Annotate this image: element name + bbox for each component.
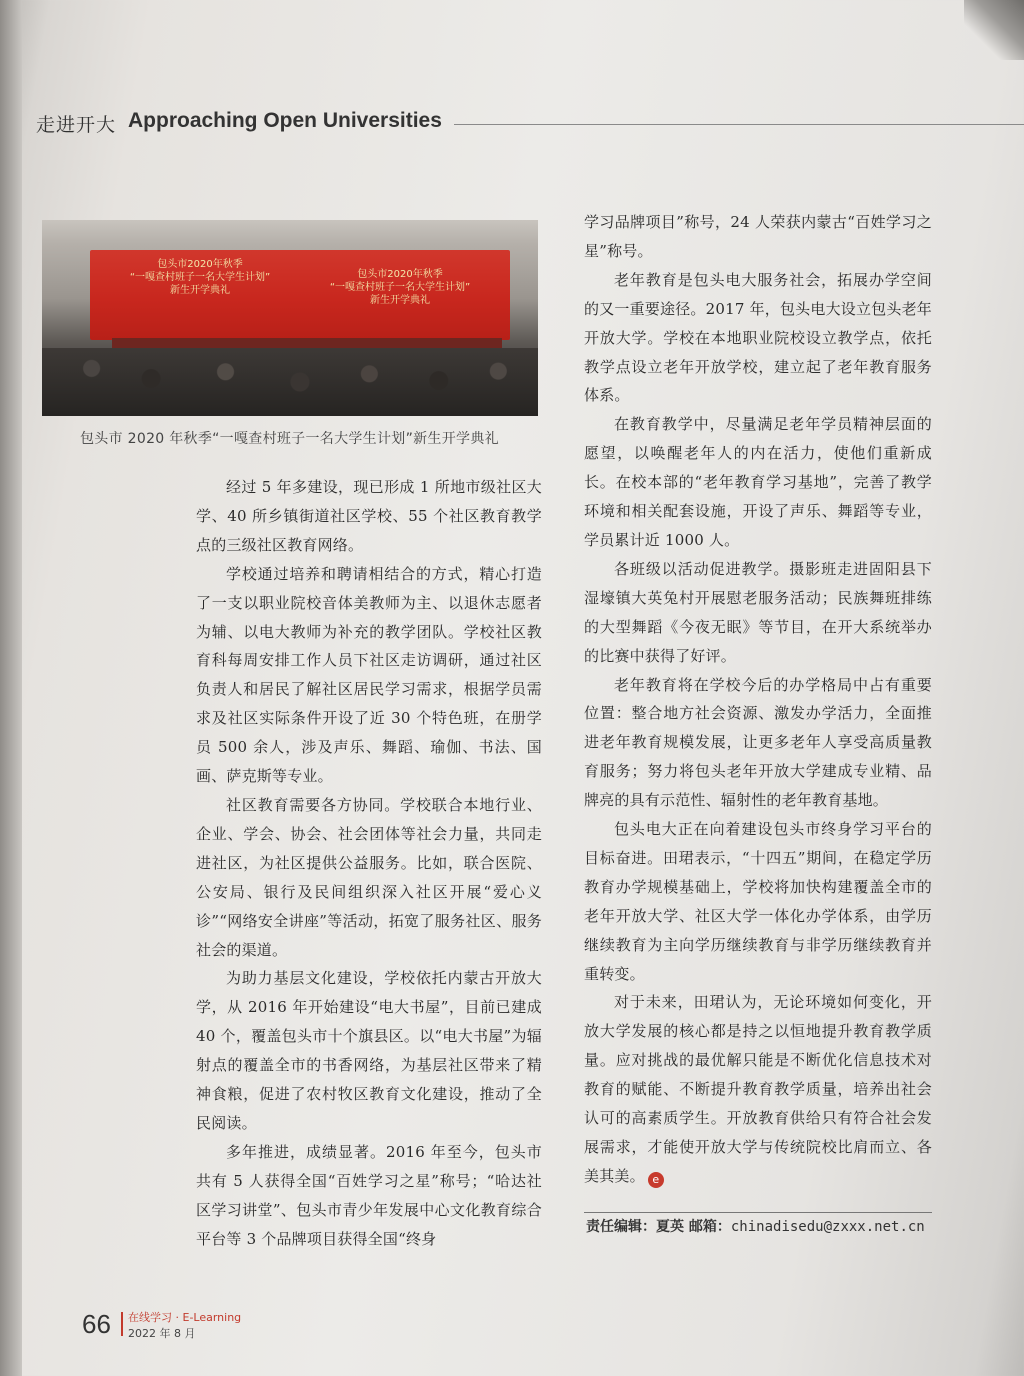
- page-gutter-shadow: [0, 0, 22, 1376]
- section-title-cn: 走进开大: [36, 114, 117, 136]
- banner-text-left: [100, 258, 300, 297]
- banner-text-right: [300, 268, 500, 307]
- footer-divider: [121, 1312, 123, 1336]
- article-paragraph: 学习品牌项目”称号，24 人荣获内蒙古“百姓学习之星”称号。: [584, 213, 932, 260]
- photo-caption: 包头市 2020 年秋季“一嘎查村班子一名大学生计划”新生开学典礼: [80, 431, 499, 447]
- article-column-right: [584, 208, 932, 1191]
- article-column-left: [196, 473, 542, 1253]
- article-end-icon: e: [648, 1172, 664, 1188]
- section-header: [36, 108, 1024, 138]
- article-paragraph: 多年推进，成绩显著。2016 年至今，包头市共有 5 人获得全国“百姓学习之星”称号；“哈达社区学习讲堂”、包头市青少年发展中心文化教育综合平台等 3 个品牌项目获得全国“终身: [196, 1142, 542, 1248]
- article-paragraph: 各班级以活动促进教学。摄影班走进固阳县下湿壕镇大英兔村开展慰老服务活动；民族舞班排练的大型舞蹈《今夜无眠》等节目，在开大系统举办的比赛中获得了好评。: [584, 559, 932, 665]
- issue-date: 2022 年 8 月: [128, 1327, 196, 1340]
- ceremony-photo: [42, 220, 538, 416]
- audience: [42, 348, 538, 416]
- article-paragraph: 包头电大正在向着建设包头市终身学习平台的目标奋进。田珺表示，“十四五”期间，在稳定学历教育办学规模基础上，学校将加快构建覆盖全市的老年开放大学、社区大学一体化办学体系，由学历继续教育为主向学历继续教育与非学历继续教育并重转变。: [584, 820, 932, 983]
- section-title-en: Approaching Open Universities: [128, 109, 442, 132]
- article-paragraph: 在教育教学中，尽量满足老年学员精神层面的愿望，以唤醒老年人的内在活力，使他们重新成长。在校本部的“老年教育学习基地”，完善了教学环境和相关配套设施，开设了声乐、舞蹈等专业，学员累计近 1000 人。: [584, 415, 932, 549]
- banner-line: “一嘎查村班子一名大学生计划”: [129, 272, 271, 283]
- banner-line: 新生开学典礼: [370, 295, 430, 306]
- article-paragraph: 为助力基层文化建设，学校依托内蒙古开放大学，从 2016 年开始建设“电大书屋”，目前已建成 40 个，覆盖包头市十个旗县区。以“电大书屋”为辐射点的覆盖全市的书香网络，为基层社区带来了精神食粮，促进了农村牧区教育文化建设，推动了全民阅读。: [196, 969, 542, 1132]
- editor-credit: [586, 1216, 925, 1236]
- editor-rule: [584, 1212, 932, 1213]
- header-rule: [454, 124, 1024, 125]
- editor-label: 责任编辑：夏英 邮箱：: [586, 1219, 731, 1235]
- editor-email: chinadisedu@zxxx.net.cn: [730, 1219, 925, 1235]
- article-paragraph: 经过 5 年多建设，现已形成 1 所地市级社区大学、40 所乡镇街道社区学校、55 个社区教育教学点的三级社区教育网络。: [196, 478, 542, 554]
- banner-line: “一嘎查村班子一名大学生计划”: [329, 282, 471, 293]
- publication-name: 在线学习 · E-Learning: [128, 1311, 242, 1324]
- article-paragraph: 对于未来，田珺认为，无论环境如何变化，开放大学发展的核心都是持之以恒地提升教育教学质量。应对挑战的最优解只能是不断优化信息技术对教育的赋能、不断提升教育教学质量，培养出社会认可的高素质学生。开放教育供给只有符合社会发展需求，才能使开放大学与传统院校比肩而立、各美其美。 e: [584, 993, 932, 1186]
- banner-line: 新生开学典礼: [170, 285, 230, 296]
- page-number: 66: [82, 1309, 111, 1339]
- stage-banner: [90, 250, 510, 340]
- banner-line: 包头市2020年秋季: [357, 269, 443, 280]
- banner-line: 包头市2020年秋季: [157, 259, 243, 270]
- article-paragraph: 学校通过培养和聘请相结合的方式，精心打造了一支以职业院校音体美教师为主、以退休志愿者为辅、以电大教师为补充的教学团队。学校社区教育科每周安排工作人员下社区走访调研，通过社区负责人和居民了解社区居民学习需求，根据学员需求及社区实际条件开设了近 30 个特色班，在册学员 500 余人，涉及声乐、舞蹈、瑜伽、书法、国画、萨克斯等专业。: [196, 564, 542, 786]
- article-paragraph: 社区教育需要各方协同。学校联合本地行业、企业、学会、协会、社会团体等社会力量，共同走进社区，为社区提供公益服务。比如，联合医院、公安局、银行及民间组织深入社区开展“爱心义诊”“网络安全讲座”等活动，拓宽了服务社区、服务社会的渠道。: [196, 795, 542, 959]
- page-corner-fold: [964, 0, 1024, 60]
- article-paragraph: 老年教育将在学校今后的办学格局中占有重要位置：整合地方社会资源、激发办学活力，全面推进老年教育规模发展，让更多老年人享受高质量教育服务；努力将包头老年开放大学建成专业精、品牌亮的具有示范性、辐射性的老年教育基地。: [584, 675, 932, 810]
- article-paragraph: 老年教育是包头电大服务社会，拓展办学空间的又一重要途径。2017 年，包头电大设立包头老年开放大学。学校在本地职业院校设立教学点，依托教学点设立老年开放学校，建立起了老年教育服务体系。: [584, 270, 932, 405]
